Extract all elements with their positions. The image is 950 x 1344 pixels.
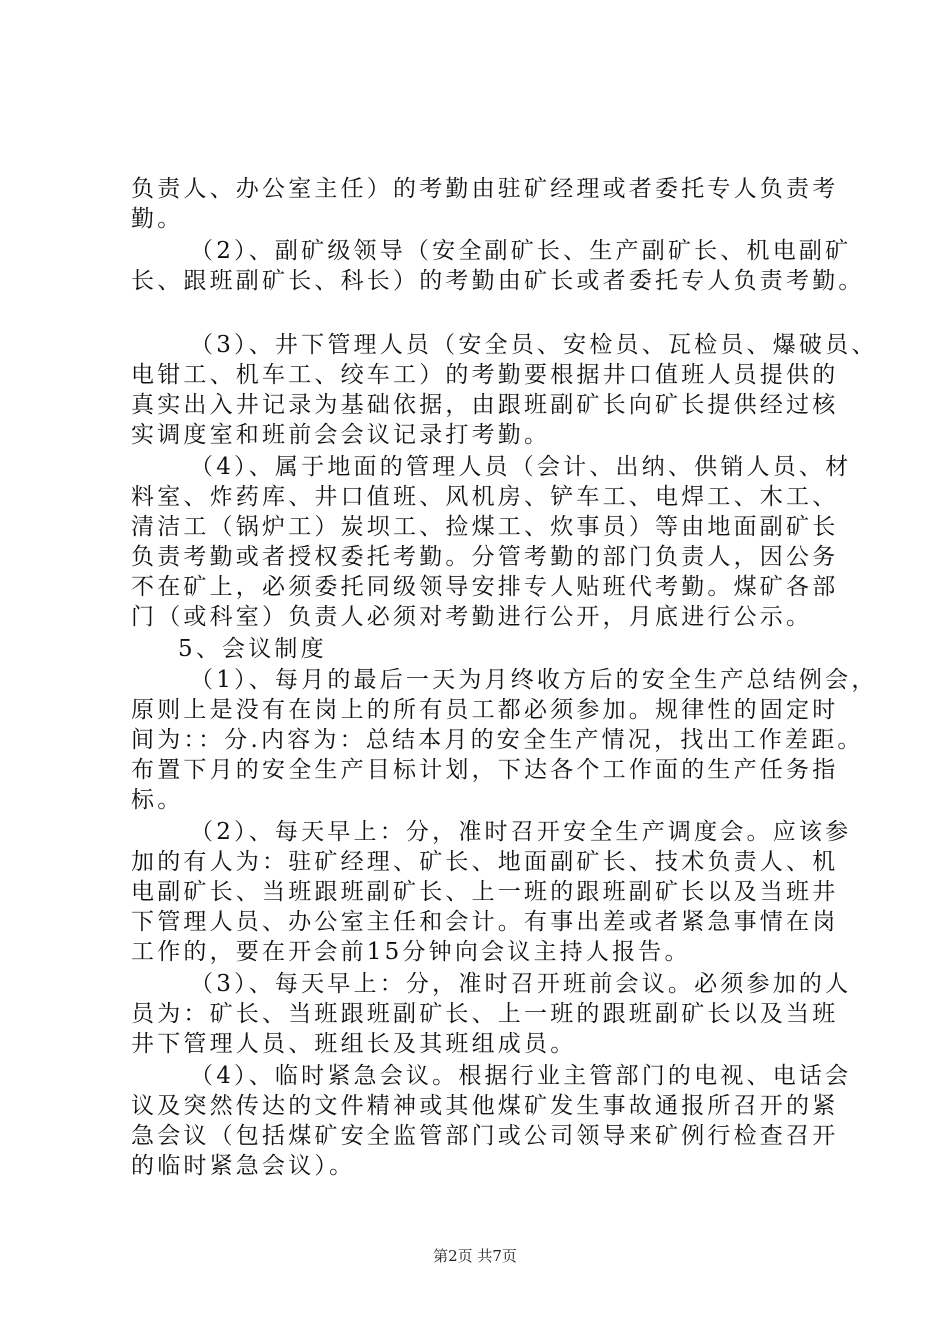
text-line: 井下管理人员、班组长及其班组成员。 — [131, 1031, 577, 1057]
text-line: （3）、每天早上：分，准时召开班前会议。必须参加的人 — [190, 971, 852, 997]
text-line: 电副矿长、当班跟班副矿长、上一班的跟班副矿长以及当班井 — [131, 879, 839, 905]
text-line: 真实出入井记录为基础依据，由跟班副矿长向矿长提供经过核 — [131, 392, 839, 418]
text-line: 下管理人员、办公室主任和会计。有事出差或者紧急事情在岗 — [131, 909, 839, 935]
text-line: 的临时紧急会议）。 — [131, 1153, 356, 1179]
text-line: 负责人、办公室主任）的考勤由驻矿经理或者委托专人负责考 — [131, 176, 839, 202]
text-line: 间为：：分.内容为：总结本月的安全生产情况，找出工作差距。 — [131, 727, 864, 753]
text-line: 门（或科室）负责人必须对考勤进行公开，月底进行公示。 — [131, 604, 813, 630]
text-line: 料室、炸药库、井口值班、风机房、铲车工、电焊工、木工、 — [131, 484, 839, 510]
text-line: （4）、临时紧急会议。根据行业主管部门的电视、电话会 — [190, 1063, 852, 1089]
text-line: 加的有人为：驻矿经理、矿长、地面副矿长、技术负责人、机 — [131, 849, 839, 875]
text-line: 员为：矿长、当班跟班副矿长、上一班的跟班副矿长以及当班 — [131, 1001, 839, 1027]
text-line: 布置下月的安全生产目标计划，下达各个工作面的生产任务指 — [131, 757, 839, 783]
text-line: 实调度室和班前会会议记录打考勤。 — [131, 422, 551, 448]
text-line: 长、跟班副矿长、科长）的考勤由矿长或者委托专人负责考勤。 — [131, 268, 865, 294]
text-line: 不在矿上，必须委托同级领导安排专人贴班代考勤。煤矿各部 — [131, 574, 839, 600]
text-line: （2）、每天早上：分，准时召开安全生产调度会。应该参 — [190, 819, 852, 845]
text-line: 原则上是没有在岗上的所有员工都必须参加。规律性的固定时 — [131, 697, 839, 723]
text-line: 勤。 — [131, 206, 184, 232]
text-line: 议及突然传达的文件精神或其他煤矿发生事故通报所召开的紧 — [131, 1093, 839, 1119]
text-line: 电钳工、机车工、绞车工）的考勤要根据井口值班人员提供的 — [131, 362, 839, 388]
text-line: 负责考勤或者授权委托考勤。分管考勤的部门负责人，因公务 — [131, 544, 839, 570]
text-line: 工作的，要在开会前15分钟向会议主持人报告。 — [131, 939, 691, 965]
text-line: （3）、井下管理人员（安全员、安检员、瓦检员、爆破员、 — [190, 332, 878, 358]
text-line: 清洁工（锅炉工）炭坝工、捡煤工、炊事员）等由地面副矿长 — [131, 514, 839, 540]
section-heading: 5、会议制度 — [178, 636, 327, 662]
text-line: （2）、副矿级领导（安全副矿长、生产副矿长、机电副矿 — [190, 238, 852, 264]
text-line: 急会议（包括煤矿安全监管部门或公司领导来矿例行检查召开 — [131, 1123, 839, 1149]
text-line: （1）、每月的最后一天为月终收方后的安全生产总结例会， — [190, 667, 878, 693]
page-footer: 第2页 共7页 — [433, 1247, 517, 1265]
text-line: （4）、属于地面的管理人员（会计、出纳、供销人员、材 — [190, 454, 852, 480]
text-line: 标。 — [131, 787, 184, 813]
